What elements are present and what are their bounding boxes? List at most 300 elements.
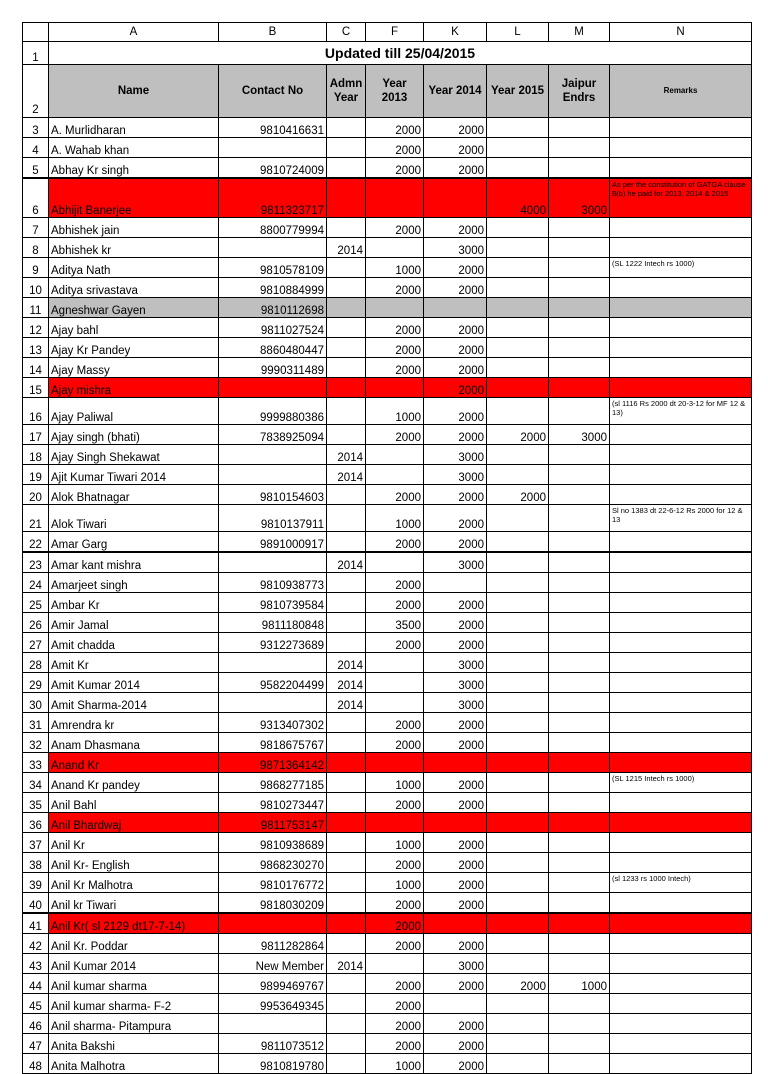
- cell-year-2014[interactable]: 2000: [424, 378, 487, 398]
- cell-jaipur-endrs[interactable]: [549, 833, 610, 853]
- row-number[interactable]: 7: [23, 218, 49, 238]
- cell-year-2014[interactable]: [424, 573, 487, 593]
- cell-year-2014[interactable]: 3000: [424, 238, 487, 258]
- cell-year-2014[interactable]: 2000: [424, 793, 487, 813]
- cell-admn-year[interactable]: [327, 893, 366, 914]
- cell-year-2014[interactable]: 2000: [424, 934, 487, 954]
- row-number[interactable]: 11: [23, 298, 49, 318]
- cell-year-2013[interactable]: 2000: [366, 1034, 424, 1054]
- cell-year-2014[interactable]: 2000: [424, 158, 487, 179]
- cell-remarks[interactable]: [610, 1034, 752, 1054]
- cell-year-2013[interactable]: 2000: [366, 733, 424, 753]
- cell-year-2015[interactable]: 2000: [487, 974, 549, 994]
- cell-year-2014[interactable]: 2000: [424, 974, 487, 994]
- cell-year-2013[interactable]: [366, 238, 424, 258]
- cell-name[interactable]: Anil Kumar 2014: [49, 954, 219, 974]
- row-number[interactable]: 22: [23, 532, 49, 553]
- cell-year-2014[interactable]: 2000: [424, 532, 487, 553]
- cell-year-2013[interactable]: 1000: [366, 833, 424, 853]
- cell-remarks[interactable]: [610, 138, 752, 158]
- cell-jaipur-endrs[interactable]: 3000: [549, 425, 610, 445]
- cell-year-2014[interactable]: 2000: [424, 118, 487, 138]
- cell-name[interactable]: Ajay singh (bhati): [49, 425, 219, 445]
- cell-year-2015[interactable]: [487, 833, 549, 853]
- cell-year-2015[interactable]: [487, 713, 549, 733]
- cell-admn-year[interactable]: [327, 633, 366, 653]
- cell-year-2014[interactable]: 2000: [424, 138, 487, 158]
- cell-remarks[interactable]: [610, 954, 752, 974]
- cell-contact[interactable]: 9582204499: [219, 673, 327, 693]
- cell-contact[interactable]: 9899469767: [219, 974, 327, 994]
- cell-admn-year[interactable]: [327, 378, 366, 398]
- row-number[interactable]: 40: [23, 893, 49, 914]
- cell-admn-year[interactable]: 2014: [327, 954, 366, 974]
- cell-contact[interactable]: 9810884999: [219, 278, 327, 298]
- cell-name[interactable]: Anil Kr. Poddar: [49, 934, 219, 954]
- cell-contact[interactable]: New Member: [219, 954, 327, 974]
- cell-year-2015[interactable]: [487, 793, 549, 813]
- cell-admn-year[interactable]: [327, 138, 366, 158]
- cell-jaipur-endrs[interactable]: [549, 693, 610, 713]
- cell-contact[interactable]: 9810938689: [219, 833, 327, 853]
- cell-admn-year[interactable]: [327, 485, 366, 505]
- cell-year-2015[interactable]: 2000: [487, 425, 549, 445]
- sheet-title[interactable]: Updated till 25/04/2015: [49, 42, 752, 65]
- cell-year-2015[interactable]: [487, 673, 549, 693]
- cell-name[interactable]: Amir Jamal: [49, 613, 219, 633]
- row-number[interactable]: 43: [23, 954, 49, 974]
- cell-jaipur-endrs[interactable]: [549, 158, 610, 179]
- cell-name[interactable]: Ajay Paliwal: [49, 398, 219, 425]
- cell-year-2013[interactable]: 2000: [366, 338, 424, 358]
- cell-admn-year[interactable]: [327, 793, 366, 813]
- cell-admn-year[interactable]: [327, 338, 366, 358]
- cell-year-2013[interactable]: 2000: [366, 1014, 424, 1034]
- cell-admn-year[interactable]: 2014: [327, 465, 366, 485]
- column-letter-a[interactable]: A: [49, 23, 219, 42]
- cell-year-2015[interactable]: [487, 873, 549, 893]
- cell-admn-year[interactable]: [327, 1054, 366, 1074]
- cell-contact[interactable]: 9312273689: [219, 633, 327, 653]
- cell-admn-year[interactable]: [327, 833, 366, 853]
- cell-year-2014[interactable]: [424, 813, 487, 833]
- cell-remarks[interactable]: [610, 573, 752, 593]
- cell-admn-year[interactable]: [327, 994, 366, 1014]
- cell-year-2013[interactable]: 2000: [366, 485, 424, 505]
- cell-name[interactable]: Alok Bhatnagar: [49, 485, 219, 505]
- cell-remarks[interactable]: [610, 218, 752, 238]
- cell-jaipur-endrs[interactable]: [549, 298, 610, 318]
- cell-name[interactable]: Ajay Singh Shekawat: [49, 445, 219, 465]
- cell-name[interactable]: Amit chadda: [49, 633, 219, 653]
- cell-jaipur-endrs[interactable]: [549, 1034, 610, 1054]
- header-jaipur-endrs[interactable]: Jaipur Endrs: [549, 65, 610, 118]
- cell-contact[interactable]: [219, 693, 327, 713]
- cell-name[interactable]: Ajay Kr Pandey: [49, 338, 219, 358]
- cell-contact[interactable]: [219, 238, 327, 258]
- cell-name[interactable]: Amar Garg: [49, 532, 219, 553]
- cell-name[interactable]: Anil Kr- English: [49, 853, 219, 873]
- cell-jaipur-endrs[interactable]: [549, 358, 610, 378]
- cell-name[interactable]: Amit Sharma-2014: [49, 693, 219, 713]
- cell-remarks[interactable]: [610, 994, 752, 1014]
- column-letter-c[interactable]: C: [327, 23, 366, 42]
- cell-year-2014[interactable]: [424, 298, 487, 318]
- cell-contact[interactable]: 9810154603: [219, 485, 327, 505]
- cell-jaipur-endrs[interactable]: [549, 505, 610, 532]
- cell-year-2014[interactable]: 2000: [424, 853, 487, 873]
- cell-year-2014[interactable]: 2000: [424, 833, 487, 853]
- row-number[interactable]: 6: [23, 178, 49, 218]
- cell-remarks[interactable]: [610, 552, 752, 573]
- row-number[interactable]: 46: [23, 1014, 49, 1034]
- row-number[interactable]: 27: [23, 633, 49, 653]
- row-number[interactable]: 4: [23, 138, 49, 158]
- cell-admn-year[interactable]: [327, 974, 366, 994]
- header-year-2013[interactable]: Year 2013: [366, 65, 424, 118]
- cell-admn-year[interactable]: [327, 178, 366, 218]
- cell-year-2014[interactable]: 2000: [424, 593, 487, 613]
- column-letter-k[interactable]: K: [424, 23, 487, 42]
- cell-year-2014[interactable]: 2000: [424, 773, 487, 793]
- cell-jaipur-endrs[interactable]: [549, 813, 610, 833]
- cell-contact[interactable]: 9810176772: [219, 873, 327, 893]
- cell-admn-year[interactable]: 2014: [327, 673, 366, 693]
- row-number[interactable]: 41: [23, 913, 49, 934]
- cell-year-2014[interactable]: 3000: [424, 653, 487, 673]
- row-number[interactable]: 2: [23, 65, 49, 118]
- cell-jaipur-endrs[interactable]: [549, 118, 610, 138]
- cell-contact[interactable]: [219, 445, 327, 465]
- cell-year-2014[interactable]: [424, 994, 487, 1014]
- cell-year-2014[interactable]: 2000: [424, 258, 487, 278]
- cell-admn-year[interactable]: [327, 505, 366, 532]
- cell-name[interactable]: A. Murlidharan: [49, 118, 219, 138]
- cell-year-2014[interactable]: 2000: [424, 1014, 487, 1034]
- cell-name[interactable]: Amarjeet singh: [49, 573, 219, 593]
- cell-contact[interactable]: 9810273447: [219, 793, 327, 813]
- cell-contact[interactable]: 9868230270: [219, 853, 327, 873]
- cell-year-2015[interactable]: [487, 773, 549, 793]
- cell-jaipur-endrs[interactable]: [549, 653, 610, 673]
- cell-contact[interactable]: 9810938773: [219, 573, 327, 593]
- cell-contact[interactable]: 8860480447: [219, 338, 327, 358]
- cell-year-2013[interactable]: 2000: [366, 573, 424, 593]
- cell-year-2014[interactable]: 2000: [424, 873, 487, 893]
- row-number[interactable]: 10: [23, 278, 49, 298]
- cell-admn-year[interactable]: [327, 278, 366, 298]
- cell-year-2015[interactable]: [487, 733, 549, 753]
- cell-contact[interactable]: 9811027524: [219, 318, 327, 338]
- cell-year-2015[interactable]: [487, 813, 549, 833]
- header-admn-year[interactable]: Admn Year: [327, 65, 366, 118]
- cell-contact[interactable]: 9810578109: [219, 258, 327, 278]
- cell-year-2015[interactable]: [487, 593, 549, 613]
- cell-name[interactable]: Abhishek kr: [49, 238, 219, 258]
- cell-year-2013[interactable]: 2000: [366, 318, 424, 338]
- cell-year-2013[interactable]: 1000: [366, 258, 424, 278]
- cell-contact[interactable]: [219, 465, 327, 485]
- cell-remarks[interactable]: [610, 445, 752, 465]
- cell-year-2014[interactable]: 2000: [424, 338, 487, 358]
- cell-admn-year[interactable]: [327, 258, 366, 278]
- cell-year-2013[interactable]: 1000: [366, 505, 424, 532]
- cell-name[interactable]: Abhijit Banerjee: [49, 178, 219, 218]
- cell-contact[interactable]: 9818675767: [219, 733, 327, 753]
- cell-year-2015[interactable]: [487, 258, 549, 278]
- cell-name[interactable]: Anil kr Tiwari: [49, 893, 219, 914]
- cell-admn-year[interactable]: [327, 873, 366, 893]
- row-number[interactable]: 1: [23, 42, 49, 65]
- cell-remarks[interactable]: [610, 633, 752, 653]
- cell-remarks[interactable]: [610, 378, 752, 398]
- cell-year-2013[interactable]: 2000: [366, 158, 424, 179]
- cell-year-2014[interactable]: 2000: [424, 713, 487, 733]
- cell-year-2015[interactable]: [487, 573, 549, 593]
- cell-contact[interactable]: 9810739584: [219, 593, 327, 613]
- cell-admn-year[interactable]: 2014: [327, 238, 366, 258]
- cell-jaipur-endrs[interactable]: [549, 934, 610, 954]
- cell-year-2015[interactable]: [487, 1054, 549, 1074]
- cell-year-2014[interactable]: 2000: [424, 218, 487, 238]
- header-contact[interactable]: Contact No: [219, 65, 327, 118]
- cell-year-2015[interactable]: [487, 893, 549, 914]
- cell-name[interactable]: Anand Kr: [49, 753, 219, 773]
- cell-remarks[interactable]: [610, 974, 752, 994]
- row-number[interactable]: 30: [23, 693, 49, 713]
- cell-year-2013[interactable]: 2000: [366, 218, 424, 238]
- cell-admn-year[interactable]: 2014: [327, 653, 366, 673]
- cell-name[interactable]: Ajit Kumar Tiwari 2014: [49, 465, 219, 485]
- cell-year-2015[interactable]: 2000: [487, 485, 549, 505]
- cell-name[interactable]: Ajay bahl: [49, 318, 219, 338]
- row-number[interactable]: 9: [23, 258, 49, 278]
- cell-year-2013[interactable]: 1000: [366, 1054, 424, 1074]
- cell-year-2015[interactable]: [487, 158, 549, 179]
- cell-year-2015[interactable]: [487, 398, 549, 425]
- cell-year-2013[interactable]: [366, 954, 424, 974]
- row-number[interactable]: 44: [23, 974, 49, 994]
- cell-contact[interactable]: 9953649345: [219, 994, 327, 1014]
- cell-contact[interactable]: 9810724009: [219, 158, 327, 179]
- cell-year-2013[interactable]: 3500: [366, 613, 424, 633]
- cell-remarks[interactable]: [610, 358, 752, 378]
- cell-year-2014[interactable]: 3000: [424, 465, 487, 485]
- cell-year-2013[interactable]: 1000: [366, 398, 424, 425]
- cell-year-2013[interactable]: 2000: [366, 994, 424, 1014]
- cell-jaipur-endrs[interactable]: [549, 278, 610, 298]
- cell-jaipur-endrs[interactable]: [549, 893, 610, 914]
- cell-admn-year[interactable]: 2014: [327, 552, 366, 573]
- column-letter-n[interactable]: N: [610, 23, 752, 42]
- cell-year-2014[interactable]: 2000: [424, 733, 487, 753]
- column-letter-f[interactable]: F: [366, 23, 424, 42]
- cell-admn-year[interactable]: [327, 813, 366, 833]
- cell-remarks[interactable]: [610, 813, 752, 833]
- cell-contact[interactable]: [219, 552, 327, 573]
- cell-jaipur-endrs[interactable]: [549, 633, 610, 653]
- cell-contact[interactable]: 9990311489: [219, 358, 327, 378]
- cell-year-2013[interactable]: 2000: [366, 532, 424, 553]
- cell-jaipur-endrs[interactable]: [549, 713, 610, 733]
- cell-jaipur-endrs[interactable]: [549, 465, 610, 485]
- cell-remarks[interactable]: [610, 593, 752, 613]
- cell-contact[interactable]: 9999880386: [219, 398, 327, 425]
- cell-remarks[interactable]: [610, 913, 752, 934]
- cell-name[interactable]: Abhishek jain: [49, 218, 219, 238]
- cell-name[interactable]: Anand Kr pandey: [49, 773, 219, 793]
- cell-name[interactable]: Ajay Massy: [49, 358, 219, 378]
- cell-name[interactable]: Anil Bahl: [49, 793, 219, 813]
- cell-year-2015[interactable]: [487, 653, 549, 673]
- cell-remarks[interactable]: (sl 1233 rs 1000 Intech): [610, 873, 752, 893]
- cell-year-2013[interactable]: [366, 378, 424, 398]
- cell-admn-year[interactable]: [327, 218, 366, 238]
- cell-contact[interactable]: [219, 913, 327, 934]
- header-remarks[interactable]: Remarks: [610, 65, 752, 118]
- cell-remarks[interactable]: (sl 1116 Rs 2000 dt 20-3-12 for MF 12 & 13): [610, 398, 752, 425]
- cell-name[interactable]: Anita Bakshi: [49, 1034, 219, 1054]
- cell-year-2014[interactable]: 2000: [424, 1034, 487, 1054]
- cell-jaipur-endrs[interactable]: [549, 218, 610, 238]
- row-number[interactable]: 34: [23, 773, 49, 793]
- cell-jaipur-endrs[interactable]: [549, 773, 610, 793]
- cell-admn-year[interactable]: [327, 934, 366, 954]
- cell-jaipur-endrs[interactable]: 1000: [549, 974, 610, 994]
- cell-year-2015[interactable]: [487, 445, 549, 465]
- cell-year-2015[interactable]: [487, 934, 549, 954]
- corner-cell[interactable]: [23, 23, 49, 42]
- cell-year-2015[interactable]: [487, 1034, 549, 1054]
- row-number[interactable]: 26: [23, 613, 49, 633]
- cell-year-2015[interactable]: [487, 954, 549, 974]
- header-year-2014[interactable]: Year 2014: [424, 65, 487, 118]
- cell-name[interactable]: Anil Kr Malhotra: [49, 873, 219, 893]
- cell-year-2015[interactable]: [487, 218, 549, 238]
- row-number[interactable]: 45: [23, 994, 49, 1014]
- cell-contact[interactable]: 9818030209: [219, 893, 327, 914]
- cell-year-2014[interactable]: 2000: [424, 358, 487, 378]
- cell-year-2013[interactable]: 2000: [366, 713, 424, 733]
- cell-year-2015[interactable]: [487, 138, 549, 158]
- cell-name[interactable]: Ambar Kr: [49, 593, 219, 613]
- row-number[interactable]: 25: [23, 593, 49, 613]
- cell-year-2015[interactable]: [487, 753, 549, 773]
- cell-year-2015[interactable]: [487, 238, 549, 258]
- cell-contact[interactable]: 9891000917: [219, 532, 327, 553]
- cell-contact[interactable]: 9811753147: [219, 813, 327, 833]
- cell-remarks[interactable]: [610, 485, 752, 505]
- cell-contact[interactable]: [219, 138, 327, 158]
- row-number[interactable]: 14: [23, 358, 49, 378]
- cell-admn-year[interactable]: [327, 532, 366, 553]
- cell-jaipur-endrs[interactable]: [549, 994, 610, 1014]
- cell-jaipur-endrs[interactable]: [549, 552, 610, 573]
- cell-contact[interactable]: 9810819780: [219, 1054, 327, 1074]
- cell-year-2015[interactable]: [487, 338, 549, 358]
- cell-admn-year[interactable]: 2014: [327, 693, 366, 713]
- cell-year-2015[interactable]: [487, 693, 549, 713]
- row-number[interactable]: 38: [23, 853, 49, 873]
- row-number[interactable]: 37: [23, 833, 49, 853]
- cell-remarks[interactable]: [610, 465, 752, 485]
- cell-year-2015[interactable]: [487, 358, 549, 378]
- row-number[interactable]: 17: [23, 425, 49, 445]
- cell-name[interactable]: Abhay Kr singh: [49, 158, 219, 179]
- cell-name[interactable]: Anil Kr( sl 2129 dt17-7-14): [49, 913, 219, 934]
- row-number[interactable]: 15: [23, 378, 49, 398]
- row-number[interactable]: 23: [23, 552, 49, 573]
- cell-admn-year[interactable]: [327, 753, 366, 773]
- cell-year-2015[interactable]: [487, 318, 549, 338]
- cell-remarks[interactable]: [610, 693, 752, 713]
- cell-remarks[interactable]: [610, 893, 752, 914]
- cell-year-2013[interactable]: [366, 653, 424, 673]
- cell-remarks[interactable]: [610, 1054, 752, 1074]
- cell-admn-year[interactable]: [327, 613, 366, 633]
- cell-year-2013[interactable]: [366, 445, 424, 465]
- cell-jaipur-endrs[interactable]: [549, 398, 610, 425]
- row-number[interactable]: 35: [23, 793, 49, 813]
- cell-name[interactable]: Anam Dhasmana: [49, 733, 219, 753]
- cell-remarks[interactable]: [610, 158, 752, 179]
- cell-year-2013[interactable]: 2000: [366, 118, 424, 138]
- cell-contact[interactable]: [219, 653, 327, 673]
- cell-jaipur-endrs[interactable]: [549, 673, 610, 693]
- cell-name[interactable]: Anita Malhotra: [49, 1054, 219, 1074]
- cell-year-2013[interactable]: [366, 693, 424, 713]
- cell-remarks[interactable]: As per the constitution of GATGA clause 8(b) he paid for 2013, 2014 & 2015: [610, 178, 752, 218]
- row-number[interactable]: 31: [23, 713, 49, 733]
- cell-year-2013[interactable]: 2000: [366, 913, 424, 934]
- cell-year-2014[interactable]: 2000: [424, 398, 487, 425]
- cell-year-2015[interactable]: [487, 633, 549, 653]
- cell-jaipur-endrs[interactable]: [549, 873, 610, 893]
- row-number[interactable]: 13: [23, 338, 49, 358]
- cell-year-2013[interactable]: 2000: [366, 358, 424, 378]
- cell-year-2013[interactable]: 2000: [366, 974, 424, 994]
- cell-remarks[interactable]: Sl no 1383 dt 22-6-12 Rs 2000 for 12 & 13: [610, 505, 752, 532]
- cell-jaipur-endrs[interactable]: [549, 753, 610, 773]
- cell-year-2013[interactable]: [366, 753, 424, 773]
- cell-year-2013[interactable]: 2000: [366, 793, 424, 813]
- cell-name[interactable]: Anil Kr: [49, 833, 219, 853]
- cell-year-2014[interactable]: 2000: [424, 1054, 487, 1074]
- cell-admn-year[interactable]: [327, 118, 366, 138]
- cell-contact[interactable]: 9811323717: [219, 178, 327, 218]
- row-number[interactable]: 18: [23, 445, 49, 465]
- cell-year-2013[interactable]: 2000: [366, 278, 424, 298]
- cell-contact[interactable]: 9811282864: [219, 934, 327, 954]
- cell-admn-year[interactable]: [327, 853, 366, 873]
- row-number[interactable]: 21: [23, 505, 49, 532]
- cell-name[interactable]: Anil sharma- Pitampura: [49, 1014, 219, 1034]
- cell-jaipur-endrs[interactable]: [549, 853, 610, 873]
- cell-year-2014[interactable]: 2000: [424, 318, 487, 338]
- cell-contact[interactable]: 9811180848: [219, 613, 327, 633]
- cell-year-2013[interactable]: [366, 813, 424, 833]
- cell-jaipur-endrs[interactable]: [549, 593, 610, 613]
- cell-year-2015[interactable]: [487, 505, 549, 532]
- cell-jaipur-endrs[interactable]: [549, 378, 610, 398]
- cell-name[interactable]: Amrendra kr: [49, 713, 219, 733]
- row-number[interactable]: 12: [23, 318, 49, 338]
- cell-year-2015[interactable]: [487, 118, 549, 138]
- cell-year-2013[interactable]: [366, 178, 424, 218]
- cell-remarks[interactable]: [610, 673, 752, 693]
- cell-jaipur-endrs[interactable]: [549, 1054, 610, 1074]
- cell-remarks[interactable]: [610, 733, 752, 753]
